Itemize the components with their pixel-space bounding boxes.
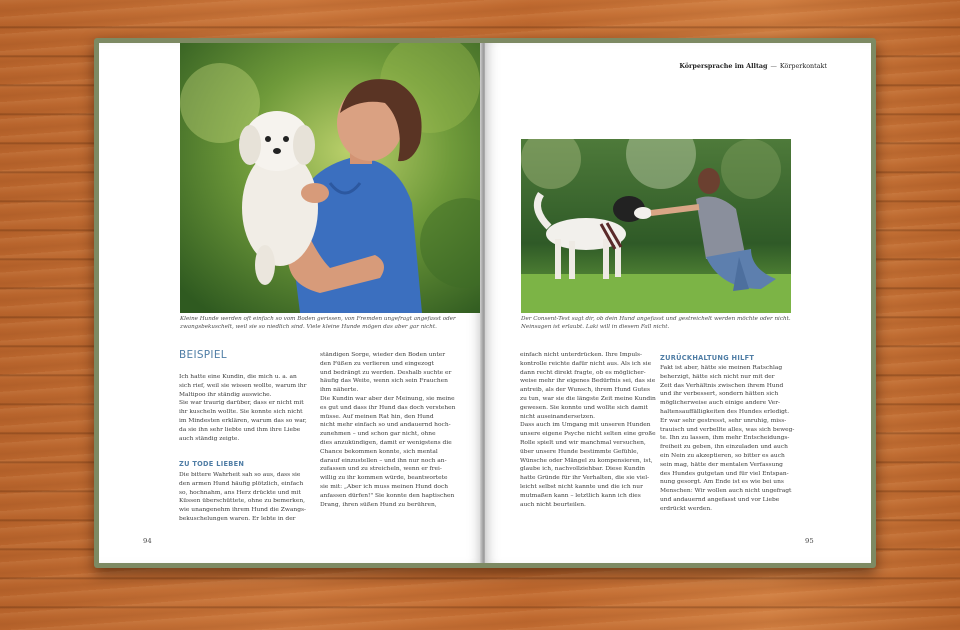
running-head-chapter: Körpersprache im Alltag [679,62,768,70]
running-head-separator: — [770,62,777,70]
running-head-section: Körperkontakt [779,62,827,70]
subheading: ZU TODE LIEBEN [179,460,245,468]
text-column-2 [660,364,794,514]
right-page [485,43,871,563]
paragraph: einfach nicht unterdrücken. Ihre Impuls- kontrolle reichte dafür nicht aus. Als ich sie dann recht direkt fragte, ob es möglicher- weise mehr ihr eigenes Bedürfnis sei, das sie antreib, als der Wunsch, ihrem Hund Gutes zu tun, war sie die längste Zeit meine Kundin gewesen. Sie konnte und wollte sich damit nicht auseinandersetzen. Dass auch im Umgang mit unseren Hunden unsere eigene Psyche nicht selten eine große Rolle spielt und wir manchmal versuchen, über unsere Hunde bestimmte Gefühle, Wünsche oder Mängel zu kompensieren, ist, glaube ich, nachvollziehbar. Diese Kundin hatte Gründe für ihr Verhalten, die sie viel- leicht selbst nicht kannte und die ich nur mutmaßen kann – letztlich kann ich dies auch nicht beurteilen. [520,352,656,508]
paragraph: Ich hatte eine Kundin, die mich u. a. an sich rief, weil sie wissen wollte, warum ihr Maltipoo ihr ständig auswiche. Sie war traurig darüber, dass er nicht mit ihr kuscheln wollte. Sie konnte sich nicht im Mindesten erklären, warum das so war, da sie ihn sehr liebte und ihm ihre Liebe auch ständig zeigte. [179,374,307,442]
section-heading: BEISPIEL [179,349,227,361]
running-head [679,62,827,70]
paragraph: Die bittere Wahrheit sah so aus, dass sie den armen Hund häufig plötzlich, einfach so, hochnahm, ans Herz drückte und mit Küssen überschüttete, ohne zu bemerken, wie unangenehm ihrem Hund die Zwangs- bekuschelungen waren. Er lebte in der [179,472,307,522]
subheading: ZURÜCKHALTUNG HILFT [660,354,755,362]
text-column-1-part-1 [179,373,307,443]
paragraph: Fakt ist aber, hätte sie meinen Ratschlag beherzigt, hätte sich nicht nur mit der Zeit das Verhältnis zwischen ihrem Hund und ihr verbessert, sondern hätten sich möglicherweise auch einige andere Ver- haltensauffälligkeiten des Hundes erledigt. Er war sehr gestresst, sehr unruhig, miss- trauisch und verbellte alles, was sich beweg- te. Ihn zu lassen, ihm mehr Entscheidungs- freiheit zu geben, ihn einzuladen und auch ein Nein zu akzeptieren, so bitter es auch sein mag, hätte der mentalen Verfassung des Hundes gutgetan und für viel Entspan- nung gesorgt. Am Ende ist es wie bei uns Menschen: Wir wollen auch nicht ungefragt und andauernd angefasst und vor Liebe erdrückt werden. [660,365,795,512]
page-number: 94 [143,537,152,545]
photo-caption: Kleine Hunde werden oft einfach so vom Boden gerissen, von Fremden ungefragt angefasst oder zwangsbekuschelt, weil sie so niedlich sind. Viele kleine Hunde mögen das aber gar nicht. [180,316,456,330]
photo-woman-holding-small-white-dog [180,43,482,313]
photo-woman-with-dog-consent-test [521,139,791,313]
text-column-2 [320,351,455,509]
photo-caption: Der Consent-Test sagt dir, ob dein Hund angefasst und gestreichelt werden möchte oder nicht. Neinsagen ist erlaubt. Laki will in diesem Fall nicht. [521,316,791,330]
text-column-1-part-2 [179,471,306,524]
page-number: 95 [805,537,814,545]
left-page [99,43,482,563]
text-column-1 [520,351,656,509]
paragraph: ständigen Sorge, wieder den Boden unter den Füßen zu verlieren und eingezogt und bedrängt zu werden. Deshalb suchte er häufig das Weite, wenn sich sein Frauchen ihm näherte. Die Kundin war aber der Meinung, sie meine es gut und dass ihr Hund das doch verstehen müsse. Auf meinen Rat hin, den Hund nicht mehr einfach so und andauernd hoch- zunehmen – und schon gar nicht, ohne dies anzukündigen, damit er wenigstens die Chance bekommen konnte, sich mental darauf einzustellen – und ihn nur noch an- zufassen und zu streicheln, wenn er frei- willig zu ihr kommen würde, beantwortete sie mit: „Aber ich muss meinen Hund doch anfassen dürfen!" Sie konnte den haptischen Drang, ihren süßen Hund zu berühren, [320,352,456,508]
